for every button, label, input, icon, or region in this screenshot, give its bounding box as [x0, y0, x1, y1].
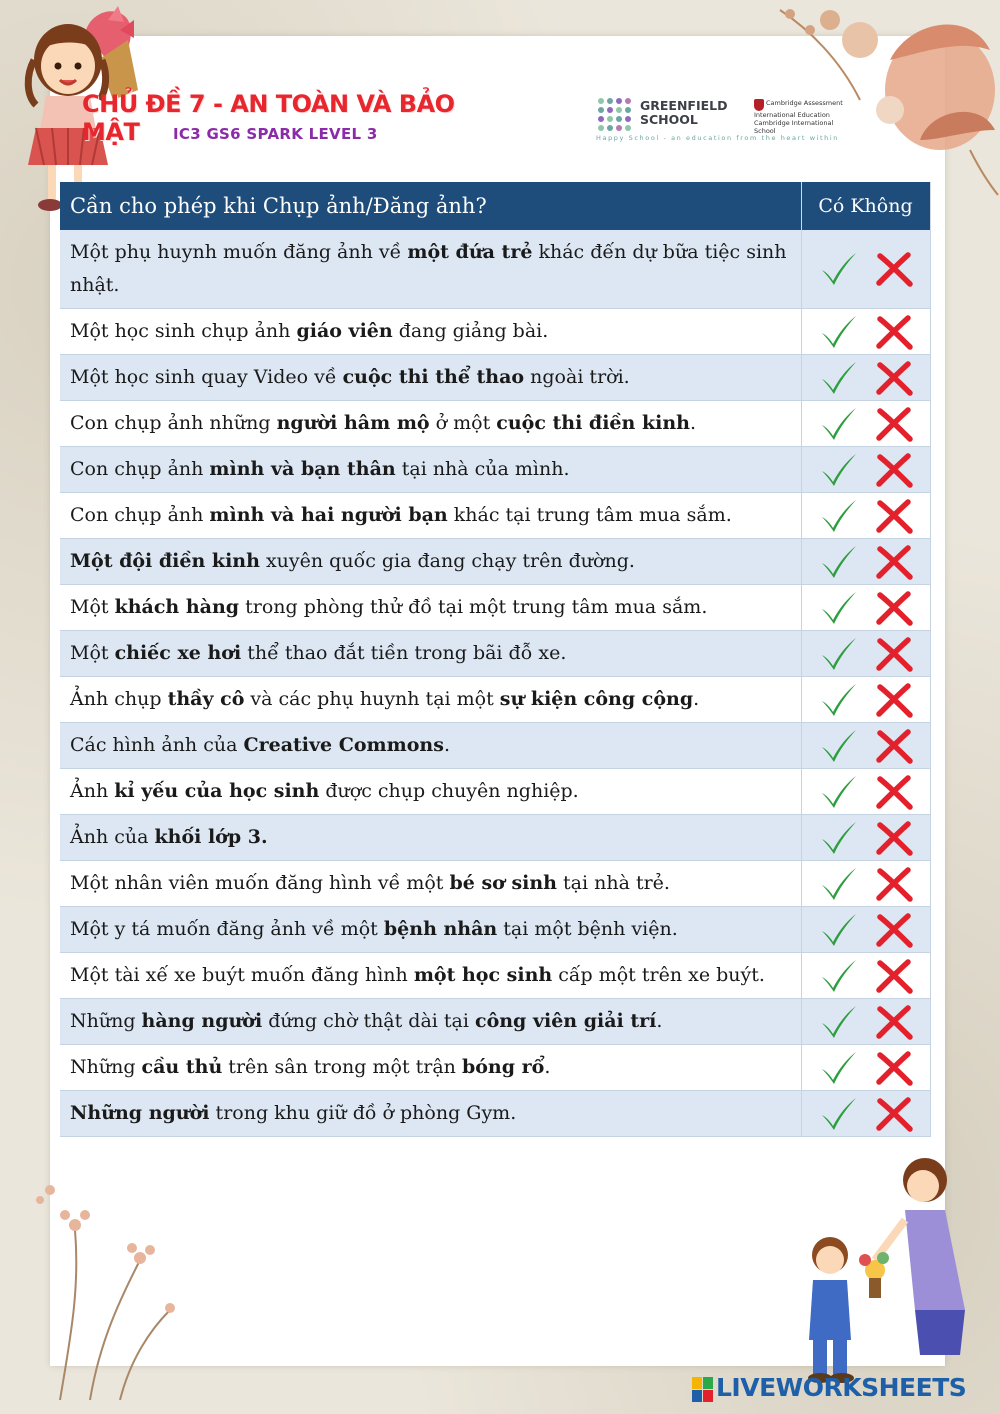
liveworksheets-watermark: [692, 1373, 992, 1407]
question-text: cấp một trên xe buýt.: [552, 964, 765, 986]
check-icon[interactable]: [818, 773, 858, 811]
answer-cell: [801, 355, 930, 401]
question-keyword: một học sinh: [413, 964, 553, 986]
table-row: [60, 539, 930, 585]
question-text: Ảnh chụp: [70, 688, 168, 710]
answer-cell: [801, 230, 930, 309]
check-icon[interactable]: [818, 250, 858, 288]
answer-cell: [801, 907, 930, 953]
question-cell: [60, 493, 801, 539]
cross-icon[interactable]: [874, 589, 914, 627]
table-row: [60, 447, 930, 493]
question-text: tại nhà của mình.: [395, 458, 570, 480]
question-text: khác tại trung tâm mua sắm.: [447, 504, 732, 526]
question-keyword: công viên giải trí: [475, 1010, 657, 1032]
question-keyword: cuộc thi điền kinh: [496, 412, 690, 434]
table-row: [60, 815, 930, 861]
cross-icon[interactable]: [874, 681, 914, 719]
question-keyword: bệnh nhân: [383, 918, 498, 940]
question-text: tại nhà trẻ.: [557, 872, 670, 894]
question-keyword: thầy cô: [167, 688, 245, 710]
question-keyword: khách hàng: [114, 596, 240, 618]
check-icon[interactable]: [818, 497, 858, 535]
greenfield-dots-icon: [596, 96, 632, 132]
answer-cell: [801, 769, 930, 815]
question-keyword: mình và bạn thân: [209, 458, 396, 480]
question-text: thể thao đắt tiền trong bãi đỗ xe.: [241, 642, 567, 664]
question-cell: [60, 401, 801, 447]
cross-icon[interactable]: [874, 1095, 914, 1133]
question-text: Ảnh của: [70, 826, 155, 848]
cross-icon[interactable]: [874, 359, 914, 397]
logo-school-name: GREENFIELD SCHOOL: [640, 98, 728, 127]
liveworksheets-logo-icon: [692, 1377, 714, 1403]
question-cell: [60, 815, 801, 861]
question-text: đang giảng bài.: [392, 320, 549, 342]
question-text: Những: [70, 1010, 142, 1032]
check-icon[interactable]: [818, 865, 858, 903]
answer-cell: [801, 999, 930, 1045]
flower-decoration-bottom: [20, 1170, 200, 1400]
question-text: khác đến dự bữa tiệc sinh nhật.: [70, 241, 787, 296]
cross-icon[interactable]: [874, 543, 914, 581]
cross-icon[interactable]: [874, 313, 914, 351]
check-icon[interactable]: [818, 1095, 858, 1133]
question-cell: [60, 631, 801, 677]
table-row: [60, 230, 930, 309]
question-text: Một: [70, 642, 115, 664]
table-row: [60, 677, 930, 723]
cross-icon[interactable]: [874, 1003, 914, 1041]
cross-icon[interactable]: [874, 635, 914, 673]
question-text: ở một: [429, 412, 497, 434]
question-cell: [60, 447, 801, 493]
question-text: .: [544, 1056, 551, 1078]
question-keyword: một đứa trẻ: [407, 241, 533, 263]
check-icon[interactable]: [818, 957, 858, 995]
logo-partner-line2: International Education: [754, 111, 830, 119]
check-icon[interactable]: [818, 451, 858, 489]
table-row: [60, 355, 930, 401]
question-cell: [60, 677, 801, 723]
check-icon[interactable]: [818, 313, 858, 351]
question-cell: [60, 769, 801, 815]
question-keyword: người hâm mộ: [276, 412, 430, 434]
question-text: Con chụp ảnh: [70, 458, 210, 480]
question-text: tại một bệnh viện.: [497, 918, 678, 940]
question-text: Con chụp ảnh: [70, 504, 210, 526]
cross-icon[interactable]: [874, 405, 914, 443]
question-cell: [60, 723, 801, 769]
question-text: trên sân trong một trận: [222, 1056, 462, 1078]
answer-cell: [801, 815, 930, 861]
table-body: [60, 230, 930, 1137]
question-keyword: chiếc xe hơi: [114, 642, 242, 664]
cross-icon[interactable]: [874, 250, 914, 288]
question-text: đứng chờ thật dài tại: [262, 1010, 475, 1032]
question-text: Ảnh: [70, 780, 115, 802]
check-icon[interactable]: [818, 819, 858, 857]
question-text: Một nhân viên muốn đăng hình về một: [70, 872, 450, 894]
cross-icon[interactable]: [874, 957, 914, 995]
cross-icon[interactable]: [874, 819, 914, 857]
question-text: trong khu giữ đồ ở phòng Gym.: [209, 1102, 517, 1124]
question-keyword: Một đội điền kinh: [70, 550, 260, 572]
answer-cell: [801, 539, 930, 585]
question-keyword: mình và hai người bạn: [209, 504, 448, 526]
question-text: .: [656, 1010, 663, 1032]
check-icon[interactable]: [818, 359, 858, 397]
question-text: xuyên quốc gia đang chạy trên đường.: [259, 550, 635, 572]
question-keyword: bé sơ sinh: [449, 872, 557, 894]
answer-cell: [801, 309, 930, 355]
table-row: [60, 493, 930, 539]
permission-table: [60, 182, 931, 1137]
table-row: [60, 907, 930, 953]
check-icon[interactable]: [818, 727, 858, 765]
check-icon[interactable]: [818, 405, 858, 443]
check-icon[interactable]: [818, 681, 858, 719]
question-text: .: [689, 412, 697, 434]
question-cell: [60, 861, 801, 907]
answer-cell: [801, 1045, 930, 1091]
check-icon[interactable]: [818, 543, 858, 581]
table-row: [60, 861, 930, 907]
answer-cell: [801, 1091, 930, 1137]
question-cell: [60, 585, 801, 631]
question-cell: [60, 1045, 801, 1091]
table-header-row: [60, 182, 930, 230]
question-text: Con chụp ảnh những: [70, 412, 277, 434]
answer-cell: [801, 631, 930, 677]
question-text: Một học sinh quay Video về: [70, 366, 343, 388]
question-text: Các hình ảnh của: [70, 734, 244, 756]
check-icon[interactable]: [818, 911, 858, 949]
cross-icon[interactable]: [874, 865, 914, 903]
question-text: Những: [70, 1056, 142, 1078]
answer-cell: [801, 953, 930, 999]
logo-tagline: Happy School - an education from the heart within: [596, 134, 840, 142]
question-text: Một học sinh chụp ảnh: [70, 320, 297, 342]
question-text: Một: [70, 596, 115, 618]
kids-illustration: [795, 1140, 1000, 1390]
answer-cell: [801, 447, 930, 493]
page-title: CHỦ ĐỀ 7 - AN TOÀN VÀ BẢO MẬT: [82, 90, 455, 146]
table-row: [60, 585, 930, 631]
question-cell: [60, 999, 801, 1045]
question-text: Một tài xế xe buýt muốn đăng hình: [70, 964, 414, 986]
cross-icon[interactable]: [874, 911, 914, 949]
question-keyword: Creative Commons: [243, 734, 444, 756]
page-subtitle: IC3 GS6 SPARK LEVEL 3: [173, 125, 378, 143]
answer-cell: [801, 861, 930, 907]
answer-cell: [801, 585, 930, 631]
question-keyword: giáo viên: [296, 320, 393, 342]
question-cell: [60, 953, 801, 999]
question-keyword: cuộc thi thể thao: [342, 366, 525, 388]
question-cell: [60, 1091, 801, 1137]
check-icon[interactable]: [818, 589, 858, 627]
table-row: [60, 631, 930, 677]
question-cell: [60, 355, 801, 401]
cross-icon[interactable]: [874, 451, 914, 489]
check-icon[interactable]: [818, 1049, 858, 1087]
table-row: [60, 999, 930, 1045]
school-logo: [596, 96, 856, 146]
question-column-header: Cần cho phép khi Chụp ảnh/Đăng ảnh?: [60, 182, 801, 230]
question-keyword: hàng người: [141, 1010, 263, 1032]
cross-icon[interactable]: [874, 1049, 914, 1087]
table-row: [60, 401, 930, 447]
question-keyword: sự kiện công cộng: [499, 688, 694, 710]
answer-cell: [801, 401, 930, 447]
question-keyword: khối lớp 3.: [154, 826, 268, 848]
logo-partner-line3: Cambridge International School: [754, 119, 834, 135]
cambridge-shield-icon: [754, 99, 764, 111]
question-text: .: [443, 734, 450, 756]
question-cell: [60, 309, 801, 355]
question-text: Một phụ huynh muốn đăng ảnh về: [70, 241, 408, 263]
cross-icon[interactable]: [874, 773, 914, 811]
answer-cell: [801, 723, 930, 769]
table-row: [60, 769, 930, 815]
question-text: được chụp chuyên nghiệp.: [319, 780, 579, 802]
cross-icon[interactable]: [874, 497, 914, 535]
answer-column-header: Có Không: [801, 182, 930, 230]
table-row: [60, 1045, 930, 1091]
logo-partner-line1: Cambridge Assessment: [766, 99, 843, 107]
table-row: [60, 1091, 930, 1137]
question-keyword: Những người: [70, 1102, 210, 1124]
question-keyword: bóng rổ: [461, 1056, 545, 1078]
check-icon[interactable]: [818, 1003, 858, 1041]
question-text: Một y tá muốn đăng ảnh về một: [70, 918, 384, 940]
check-icon[interactable]: [818, 635, 858, 673]
table-row: [60, 309, 930, 355]
table-row: [60, 953, 930, 999]
cross-icon[interactable]: [874, 727, 914, 765]
question-keyword: kỉ yếu của học sinh: [114, 780, 320, 802]
question-text: .: [693, 688, 700, 710]
question-keyword: cầu thủ: [141, 1056, 223, 1078]
table-row: [60, 723, 930, 769]
question-cell: [60, 907, 801, 953]
question-text: trong phòng thử đồ tại một trung tâm mua sắm.: [239, 596, 708, 618]
question-text: ngoài trời.: [524, 366, 630, 388]
watermark-text: LIVEWORKSHEETS: [716, 1373, 967, 1402]
logo-partner: [754, 99, 854, 135]
answer-cell: [801, 493, 930, 539]
question-text: và các phụ huynh tại một: [244, 688, 500, 710]
question-cell: [60, 230, 801, 309]
answer-cell: [801, 677, 930, 723]
question-cell: [60, 539, 801, 585]
